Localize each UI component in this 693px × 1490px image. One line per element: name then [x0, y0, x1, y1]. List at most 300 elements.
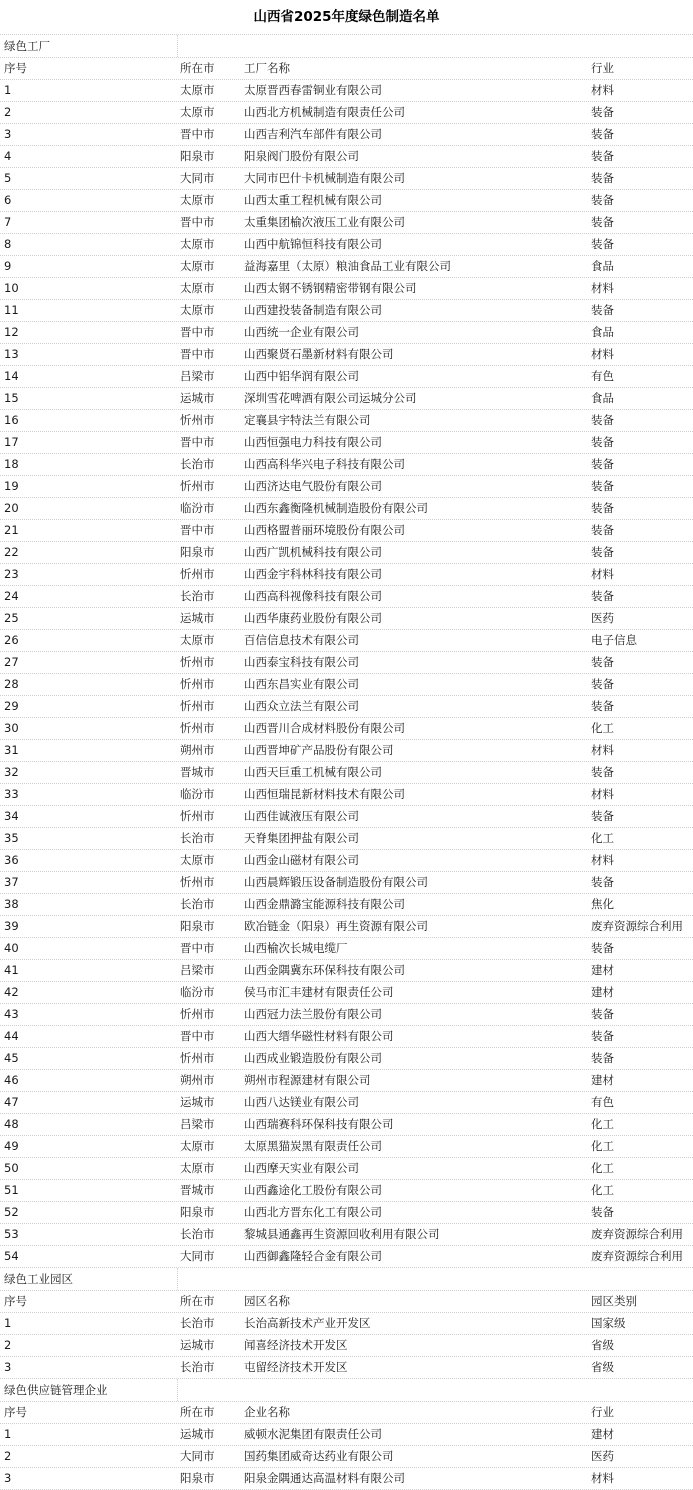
- row-name: 百信信息技术有限公司: [244, 633, 359, 647]
- row-city: 长治市: [180, 897, 215, 911]
- row-city: 晋城市: [180, 1183, 215, 1197]
- table-row: [0, 146, 693, 168]
- row-index: 15: [4, 391, 19, 405]
- table-row: [0, 168, 693, 190]
- row-index: 10: [4, 281, 19, 295]
- row-name: 天脊集团押盐有限公司: [244, 831, 359, 845]
- table-row: [0, 1246, 693, 1268]
- row-index: 4: [4, 149, 12, 163]
- row-city: 忻州市: [180, 1007, 215, 1021]
- row-index: 34: [4, 809, 19, 823]
- row-category: 省级: [591, 1360, 614, 1374]
- row-category: 有色: [591, 369, 614, 383]
- section-title: 绿色工业园区: [4, 1272, 73, 1286]
- row-category: 建材: [591, 985, 614, 999]
- row-city: 大同市: [180, 171, 215, 185]
- header-city: 所在市: [180, 1405, 215, 1419]
- table-row: [0, 454, 693, 476]
- header-name: 企业名称: [244, 1405, 290, 1419]
- row-name: 山西鑫途化工股份有限公司: [244, 1183, 382, 1197]
- row-category: 装备: [591, 545, 614, 559]
- row-name: 山西金鼎潞宝能源科技有限公司: [244, 897, 405, 911]
- row-index: 47: [4, 1095, 19, 1109]
- table-row: [0, 916, 693, 938]
- table-row: [0, 1070, 693, 1092]
- row-index: 54: [4, 1249, 19, 1263]
- row-index: 53: [4, 1227, 19, 1241]
- row-index: 29: [4, 699, 19, 713]
- row-index: 11: [4, 303, 19, 317]
- row-name: 山西格盟普丽环境股份有限公司: [244, 523, 405, 537]
- row-index: 30: [4, 721, 19, 735]
- row-index: 32: [4, 765, 19, 779]
- table-row: [0, 388, 693, 410]
- table-row: [0, 80, 693, 102]
- table-row: [0, 674, 693, 696]
- row-city: 长治市: [180, 1360, 215, 1374]
- row-city: 阳泉市: [180, 1205, 215, 1219]
- table-row: [0, 740, 693, 762]
- row-city: 太原市: [180, 105, 215, 119]
- row-name: 山西华康药业股份有限公司: [244, 611, 382, 625]
- row-category: 化工: [591, 831, 614, 845]
- row-name: 欧冶链金（阳泉）再生资源有限公司: [244, 919, 428, 933]
- table-row: [0, 960, 693, 982]
- row-name: 山西高科视像科技有限公司: [244, 589, 382, 603]
- row-index: 13: [4, 347, 19, 361]
- row-category: 材料: [591, 83, 614, 97]
- row-city: 晋城市: [180, 765, 215, 779]
- row-index: 40: [4, 941, 19, 955]
- table-row: [0, 520, 693, 542]
- row-name: 山西中铝华润有限公司: [244, 369, 359, 383]
- row-index: 12: [4, 325, 19, 339]
- row-name: 太原黑猫炭黑有限责任公司: [244, 1139, 382, 1153]
- row-city: 忻州市: [180, 699, 215, 713]
- green-manufacturing-list: [0, 35, 693, 1490]
- table-row: [0, 1424, 693, 1446]
- row-city: 临汾市: [180, 985, 215, 999]
- row-category: 材料: [591, 567, 614, 581]
- row-city: 忻州市: [180, 721, 215, 735]
- row-name: 山西佳诚液压有限公司: [244, 809, 359, 823]
- row-city: 运城市: [180, 391, 215, 405]
- row-name: 国药集团威奇达药业有限公司: [244, 1449, 394, 1463]
- row-category: 化工: [591, 1117, 614, 1131]
- row-index: 33: [4, 787, 19, 801]
- row-index: 41: [4, 963, 19, 977]
- row-name: 威顿水泥集团有限责任公司: [244, 1427, 382, 1441]
- table-row: [0, 102, 693, 124]
- row-category: 电子信息: [591, 633, 637, 647]
- table-row: [0, 212, 693, 234]
- row-category: 装备: [591, 809, 614, 823]
- row-city: 长治市: [180, 589, 215, 603]
- row-index: 5: [4, 171, 12, 185]
- table-row: [0, 608, 693, 630]
- row-city: 太原市: [180, 237, 215, 251]
- row-city: 晋中市: [180, 523, 215, 537]
- table-row: [0, 1136, 693, 1158]
- row-city: 大同市: [180, 1449, 215, 1463]
- row-category: 装备: [591, 237, 614, 251]
- header-category: 行业: [591, 61, 614, 75]
- table-row: [0, 432, 693, 454]
- row-index: 51: [4, 1183, 19, 1197]
- table-row: [0, 1335, 693, 1357]
- row-name: 山西北方晋东化工有限公司: [244, 1205, 382, 1219]
- row-city: 太原市: [180, 259, 215, 273]
- row-index: 48: [4, 1117, 19, 1131]
- row-name: 山西太重工程机械有限公司: [244, 193, 382, 207]
- table-row: [0, 234, 693, 256]
- row-city: 忻州市: [180, 413, 215, 427]
- row-name: 山西摩天实业有限公司: [244, 1161, 359, 1175]
- row-name: 山西成业锻造股份有限公司: [244, 1051, 382, 1065]
- row-city: 晋中市: [180, 127, 215, 141]
- row-category: 装备: [591, 149, 614, 163]
- row-category: 材料: [591, 347, 614, 361]
- row-index: 45: [4, 1051, 19, 1065]
- table-row: [0, 1446, 693, 1468]
- row-index: 26: [4, 633, 19, 647]
- row-city: 吕梁市: [180, 1117, 215, 1131]
- row-index: 6: [4, 193, 12, 207]
- table-row: [0, 1357, 693, 1379]
- row-category: 国家级: [591, 1316, 626, 1330]
- row-city: 临汾市: [180, 501, 215, 515]
- row-category: 装备: [591, 655, 614, 669]
- row-city: 阳泉市: [180, 919, 215, 933]
- row-index: 21: [4, 523, 19, 537]
- row-city: 太原市: [180, 1139, 215, 1153]
- row-name: 山西天巨重工机械有限公司: [244, 765, 382, 779]
- row-category: 废弃资源综合利用: [591, 919, 683, 933]
- row-name: 阳泉金隅通达高温材料有限公司: [244, 1471, 405, 1485]
- row-name: 山西泰宝科技有限公司: [244, 655, 359, 669]
- table-row: [0, 718, 693, 740]
- row-category: 装备: [591, 1007, 614, 1021]
- row-category: 装备: [591, 479, 614, 493]
- row-city: 忻州市: [180, 1051, 215, 1065]
- row-category: 化工: [591, 721, 614, 735]
- row-city: 太原市: [180, 83, 215, 97]
- row-category: 装备: [591, 1205, 614, 1219]
- table-row: [0, 1224, 693, 1246]
- header-index: 序号: [4, 1294, 27, 1308]
- row-city: 运城市: [180, 611, 215, 625]
- table-row: [0, 784, 693, 806]
- row-city: 晋中市: [180, 325, 215, 339]
- row-name: 山西瑞赛科环保科技有限公司: [244, 1117, 394, 1131]
- green-supply-chain-enterprises-section-header: [0, 1379, 693, 1402]
- header-category: 行业: [591, 1405, 614, 1419]
- row-name: 山西晋坤矿产品股份有限公司: [244, 743, 394, 757]
- row-name: 山西晨辉锻压设备制造股份有限公司: [244, 875, 428, 889]
- row-name: 山西八达镁业有限公司: [244, 1095, 359, 1109]
- row-category: 有色: [591, 1095, 614, 1109]
- row-category: 材料: [591, 1471, 614, 1485]
- table-row: [0, 1180, 693, 1202]
- row-category: 材料: [591, 787, 614, 801]
- row-name: 侯马市汇丰建材有限责任公司: [244, 985, 394, 999]
- row-category: 装备: [591, 677, 614, 691]
- table-row: [0, 696, 693, 718]
- row-name: 深圳雪花啤酒有限公司运城分公司: [244, 391, 417, 405]
- row-city: 晋中市: [180, 215, 215, 229]
- row-city: 运城市: [180, 1095, 215, 1109]
- row-category: 材料: [591, 281, 614, 295]
- row-index: 19: [4, 479, 19, 493]
- row-name: 山西广凯机械科技有限公司: [244, 545, 382, 559]
- table-row: [0, 586, 693, 608]
- row-name: 山西金隅冀东环保科技有限公司: [244, 963, 405, 977]
- row-index: 3: [4, 127, 12, 141]
- row-name: 山西聚贤石墨新材料有限公司: [244, 347, 394, 361]
- row-city: 太原市: [180, 281, 215, 295]
- row-city: 运城市: [180, 1427, 215, 1441]
- row-city: 长治市: [180, 1227, 215, 1241]
- green-supply-chain-enterprises-column-headers: [0, 1402, 693, 1424]
- row-name: 山西高科华兴电子科技有限公司: [244, 457, 405, 471]
- row-category: 装备: [591, 171, 614, 185]
- section-title: 绿色工厂: [4, 39, 50, 53]
- row-category: 装备: [591, 523, 614, 537]
- row-name: 山西中航锦恒科技有限公司: [244, 237, 382, 251]
- row-index: 3: [4, 1360, 12, 1374]
- row-category: 化工: [591, 1161, 614, 1175]
- row-name: 长治高新技术产业开发区: [244, 1316, 371, 1330]
- row-city: 临汾市: [180, 787, 215, 801]
- row-city: 太原市: [180, 853, 215, 867]
- row-city: 太原市: [180, 633, 215, 647]
- row-index: 2: [4, 105, 12, 119]
- table-row: [0, 344, 693, 366]
- row-name: 山西榆次长城电缆厂: [244, 941, 348, 955]
- table-row: [0, 542, 693, 564]
- table-row: [0, 278, 693, 300]
- row-category: 食品: [591, 259, 614, 273]
- row-name: 阳泉阀门股份有限公司: [244, 149, 359, 163]
- row-city: 晋中市: [180, 347, 215, 361]
- row-name: 山西东昌实业有限公司: [244, 677, 359, 691]
- row-index: 14: [4, 369, 19, 383]
- row-category: 装备: [591, 303, 614, 317]
- table-row: [0, 322, 693, 344]
- row-name: 山西晋川合成材料股份有限公司: [244, 721, 405, 735]
- row-category: 装备: [591, 215, 614, 229]
- row-name: 山西东鑫衡隆机械制造股份有限公司: [244, 501, 428, 515]
- table-row: [0, 1114, 693, 1136]
- row-index: 3: [4, 1471, 12, 1485]
- row-name: 山西建投装备制造有限公司: [244, 303, 382, 317]
- row-name: 山西统一企业有限公司: [244, 325, 359, 339]
- row-city: 忻州市: [180, 809, 215, 823]
- table-row: [0, 1026, 693, 1048]
- row-city: 晋中市: [180, 435, 215, 449]
- row-index: 39: [4, 919, 19, 933]
- row-city: 长治市: [180, 457, 215, 471]
- row-name: 山西大缙华磁性材料有限公司: [244, 1029, 394, 1043]
- header-name: 园区名称: [244, 1294, 290, 1308]
- row-city: 运城市: [180, 1338, 215, 1352]
- row-name: 山西济达电气股份有限公司: [244, 479, 382, 493]
- table-row: [0, 1202, 693, 1224]
- row-category: 材料: [591, 853, 614, 867]
- header-city: 所在市: [180, 61, 215, 75]
- row-index: 17: [4, 435, 19, 449]
- row-index: 24: [4, 589, 19, 603]
- row-city: 晋中市: [180, 1029, 215, 1043]
- row-category: 装备: [591, 1029, 614, 1043]
- row-city: 忻州市: [180, 655, 215, 669]
- row-name: 山西恒瑞昆新材料技术有限公司: [244, 787, 405, 801]
- row-index: 35: [4, 831, 19, 845]
- row-index: 43: [4, 1007, 19, 1021]
- row-category: 食品: [591, 391, 614, 405]
- row-name: 屯留经济技术开发区: [244, 1360, 348, 1374]
- table-row: [0, 630, 693, 652]
- green-industrial-parks-column-headers: [0, 1291, 693, 1313]
- row-category: 装备: [591, 875, 614, 889]
- table-row: [0, 894, 693, 916]
- row-city: 朔州市: [180, 1073, 215, 1087]
- table-row: [0, 938, 693, 960]
- row-city: 太原市: [180, 193, 215, 207]
- row-category: 材料: [591, 743, 614, 757]
- table-row: [0, 300, 693, 322]
- row-city: 阳泉市: [180, 1471, 215, 1485]
- row-city: 朔州市: [180, 743, 215, 757]
- row-name: 山西众立法兰有限公司: [244, 699, 359, 713]
- row-category: 装备: [591, 457, 614, 471]
- table-row: [0, 124, 693, 146]
- row-name: 山西金山磁材有限公司: [244, 853, 359, 867]
- row-name: 山西吉利汽车部件有限公司: [244, 127, 382, 141]
- row-name: 闻喜经济技术开发区: [244, 1338, 348, 1352]
- row-index: 28: [4, 677, 19, 691]
- row-city: 忻州市: [180, 875, 215, 889]
- table-row: [0, 1004, 693, 1026]
- row-city: 忻州市: [180, 479, 215, 493]
- row-name: 大同市巴什卡机械制造有限公司: [244, 171, 405, 185]
- table-row: [0, 1468, 693, 1490]
- row-index: 20: [4, 501, 19, 515]
- row-category: 装备: [591, 1051, 614, 1065]
- row-category: 装备: [591, 105, 614, 119]
- row-index: 46: [4, 1073, 19, 1087]
- table-row: [0, 1048, 693, 1070]
- row-name: 山西北方机械制造有限责任公司: [244, 105, 405, 119]
- header-city: 所在市: [180, 1294, 215, 1308]
- row-index: 37: [4, 875, 19, 889]
- row-city: 忻州市: [180, 567, 215, 581]
- row-category: 废弃资源综合利用: [591, 1227, 683, 1241]
- row-index: 1: [4, 1316, 12, 1330]
- table-row: [0, 498, 693, 520]
- row-city: 阳泉市: [180, 149, 215, 163]
- row-name: 山西恒强电力科技有限公司: [244, 435, 382, 449]
- row-category: 装备: [591, 765, 614, 779]
- row-category: 建材: [591, 1427, 614, 1441]
- row-category: 装备: [591, 501, 614, 515]
- row-category: 装备: [591, 193, 614, 207]
- row-category: 装备: [591, 699, 614, 713]
- row-index: 2: [4, 1338, 12, 1352]
- header-name: 工厂名称: [244, 61, 290, 75]
- row-index: 22: [4, 545, 19, 559]
- row-index: 8: [4, 237, 12, 251]
- row-category: 食品: [591, 325, 614, 339]
- row-city: 大同市: [180, 1249, 215, 1263]
- row-category: 化工: [591, 1183, 614, 1197]
- row-index: 52: [4, 1205, 19, 1219]
- row-category: 化工: [591, 1139, 614, 1153]
- row-city: 吕梁市: [180, 369, 215, 383]
- row-index: 23: [4, 567, 19, 581]
- row-city: 长治市: [180, 831, 215, 845]
- row-name: 益海嘉里（太原）粮油食品工业有限公司: [244, 259, 451, 273]
- row-index: 1: [4, 83, 12, 97]
- row-category: 建材: [591, 963, 614, 977]
- row-category: 焦化: [591, 897, 614, 911]
- table-row: [0, 652, 693, 674]
- row-index: 49: [4, 1139, 19, 1153]
- row-category: 装备: [591, 435, 614, 449]
- row-index: 31: [4, 743, 19, 757]
- header-category: 园区类别: [591, 1294, 637, 1308]
- table-row: [0, 806, 693, 828]
- green-factories-section-header: [0, 35, 693, 58]
- row-index: 50: [4, 1161, 19, 1175]
- row-name: 山西太钢不锈钢精密带钢有限公司: [244, 281, 417, 295]
- row-category: 医药: [591, 1449, 614, 1463]
- table-row: [0, 1158, 693, 1180]
- table-row: [0, 190, 693, 212]
- row-city: 忻州市: [180, 677, 215, 691]
- row-city: 阳泉市: [180, 545, 215, 559]
- row-category: 建材: [591, 1073, 614, 1087]
- section-title: 绿色供应链管理企业: [4, 1383, 108, 1397]
- row-category: 装备: [591, 413, 614, 427]
- row-index: 36: [4, 853, 19, 867]
- row-name: 山西冠力法兰股份有限公司: [244, 1007, 382, 1021]
- row-index: 2: [4, 1449, 12, 1463]
- row-index: 38: [4, 897, 19, 911]
- table-row: [0, 366, 693, 388]
- header-index: 序号: [4, 61, 27, 75]
- row-city: 长治市: [180, 1316, 215, 1330]
- table-row: [0, 564, 693, 586]
- table-row: [0, 828, 693, 850]
- row-category: 装备: [591, 589, 614, 603]
- row-name: 黎城县通鑫再生资源回收利用有限公司: [244, 1227, 440, 1241]
- row-city: 吕梁市: [180, 963, 215, 977]
- row-city: 太原市: [180, 303, 215, 317]
- green-factories-column-headers: [0, 58, 693, 80]
- row-index: 27: [4, 655, 19, 669]
- header-index: 序号: [4, 1405, 27, 1419]
- row-category: 装备: [591, 127, 614, 141]
- table-row: [0, 872, 693, 894]
- row-name: 朔州市程源建材有限公司: [244, 1073, 371, 1087]
- row-name: 山西御鑫隆轻合金有限公司: [244, 1249, 382, 1263]
- row-name: 太重集团榆次液压工业有限公司: [244, 215, 405, 229]
- table-row: [0, 850, 693, 872]
- row-index: 25: [4, 611, 19, 625]
- row-index: 16: [4, 413, 19, 427]
- row-index: 1: [4, 1427, 12, 1441]
